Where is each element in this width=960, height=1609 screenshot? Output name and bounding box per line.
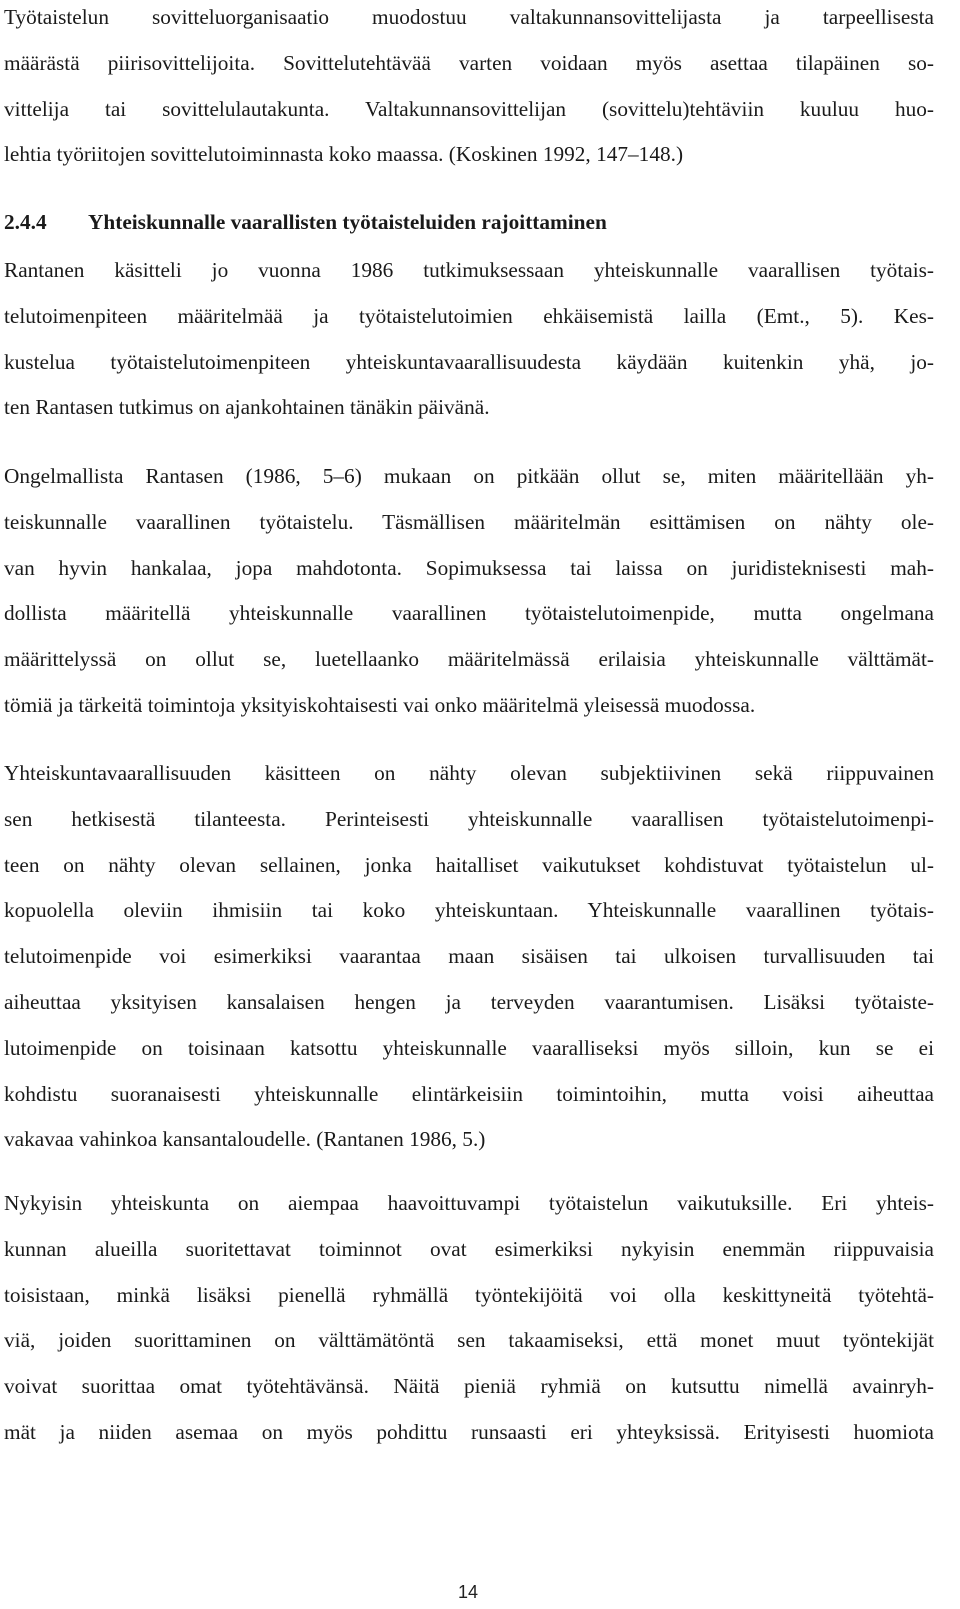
- text-line: sen hetkisestä tilanteesta. Perinteisesti yhteiskunnalle vaarallisen työtaistelutoimenpi-: [4, 806, 934, 831]
- page-number: 14: [457, 1582, 479, 1602]
- text-line: Yhteiskuntavaarallisuuden käsitteen on nähty olevan subjektiivinen sekä riippuvainen: [4, 761, 934, 785]
- text-line: kustelua työtaistelutoimenpiteen yhteiskuntavaarallisuudesta käydään kuitenkin yhä, jo-: [4, 349, 934, 374]
- text-line: telutoimenpiteen määritelmää ja työtaistelutoimien ehkäisemistä lailla (Emt., 5). Kes-: [4, 303, 934, 328]
- paragraph-2: [4, 454, 934, 729]
- text-line: vittelija tai sovittelulautakunta. Valtakunnansovittelijan (sovittelu)tehtäviin kuuluu huo-: [4, 96, 934, 121]
- text-line: Työtaistelun sovitteluorganisaatio muodostuu valtakunnansovittelijasta ja tarpeellisesta: [4, 5, 934, 29]
- text-line: dollista määritellä yhteiskunnalle vaarallinen työtaistelutoimenpide, mutta ongelmana: [4, 601, 934, 626]
- text-line: van hyvin hankalaa, jopa mahdotonta. Sopimuksessa tai laissa on juridisteknisesti mah-: [4, 555, 934, 580]
- text-line: ten Rantasen tutkimus on ajankohtainen tänäkin päivänä.: [4, 395, 490, 420]
- section-number: 2.4.4: [4, 210, 47, 234]
- text-line: voivat suorittaa omat työtehtävänsä. Näitä pieniä ryhmiä on kutsuttu nimellä avainryh-: [4, 1374, 934, 1399]
- text-line: telutoimenpide voi esimerkiksi vaarantaa maan sisäisen tai ulkoisen turvallisuuden tai: [4, 944, 934, 969]
- text-line: Ongelmallista Rantasen (1986, 5–6) mukaan on pitkään ollut se, miten määritellään yh-: [4, 464, 934, 488]
- text-line: viä, joiden suorittaminen on välttämätöntä sen takaamiseksi, että monet muut työntekijät: [4, 1328, 934, 1353]
- intro-paragraph: [4, 0, 934, 178]
- text-line: Nykyisin yhteiskunta on aiempaa haavoittuvampi työtaistelun vaikutuksille. Eri yhteis-: [4, 1191, 934, 1215]
- paragraph-1: [4, 248, 934, 431]
- section-title: Yhteiskunnalle vaarallisten työtaisteluiden rajoittaminen: [88, 210, 607, 234]
- text-line: vakavaa vahinkoa kansantaloudelle. (Rantanen 1986, 5.): [4, 1127, 486, 1152]
- text-line: tömiä ja tärkeitä toimintoja yksityiskohtaisesti vai onko määritelmä yleisessä muodossa.: [4, 692, 756, 717]
- text-line: mät ja niiden asemaa on myös pohdittu runsaasti eri yhteyksissä. Erityisesti huomiota: [4, 1419, 934, 1444]
- text-line: Rantanen käsitteli jo vuonna 1986 tutkimuksessaan yhteiskunnalle vaarallisen työtais-: [4, 258, 934, 282]
- text-line: kunnan alueilla suoritettavat toiminnot ovat esimerkiksi nykyisin enemmän riippuvaisia: [4, 1236, 934, 1261]
- paragraph-4: [4, 1181, 934, 1456]
- text-line: lutoimenpide on toisinaan katsottu yhteiskunnalle vaaralliseksi myös silloin, kun se ei: [4, 1035, 934, 1060]
- text-line: teen on nähty olevan sellainen, jonka haitalliset vaikutukset kohdistuvat työtaistelun ul-: [4, 852, 934, 877]
- text-line: toisistaan, minkä lisäksi pienellä ryhmällä työntekijöitä voi olla keskittyneitä työtehtä-: [4, 1282, 934, 1307]
- text-line: lehtia työriitojen sovittelutoiminnasta koko maassa. (Koskinen 1992, 147–148.): [4, 142, 684, 167]
- text-line: kohdistu suoranaisesti yhteiskunnalle elintärkeisiin toimintoihin, mutta voisi aiheuttaa: [4, 1081, 934, 1106]
- text-line: kopuolella oleviin ihmisiin tai koko yhteiskuntaan. Yhteiskunnalle vaarallinen työtais-: [4, 898, 934, 923]
- section-heading: [4, 207, 607, 237]
- paragraph-3: [4, 751, 934, 1163]
- text-line: teiskunnalle vaarallinen työtaistelu. Täsmällisen määritelmän esittämisen on nähty ole-: [4, 509, 934, 534]
- text-line: aiheuttaa yksityisen kansalaisen hengen ja terveyden vaarantumisen. Lisäksi työtaiste-: [4, 989, 934, 1014]
- text-line: määrästä piirisovittelijoita. Sovittelutehtävää varten voidaan myös asettaa tilapäinen so-: [4, 50, 934, 75]
- text-line: määrittelyssä on ollut se, luetellaanko määritelmässä erilaisia yhteiskunnalle välttämät-: [4, 647, 934, 672]
